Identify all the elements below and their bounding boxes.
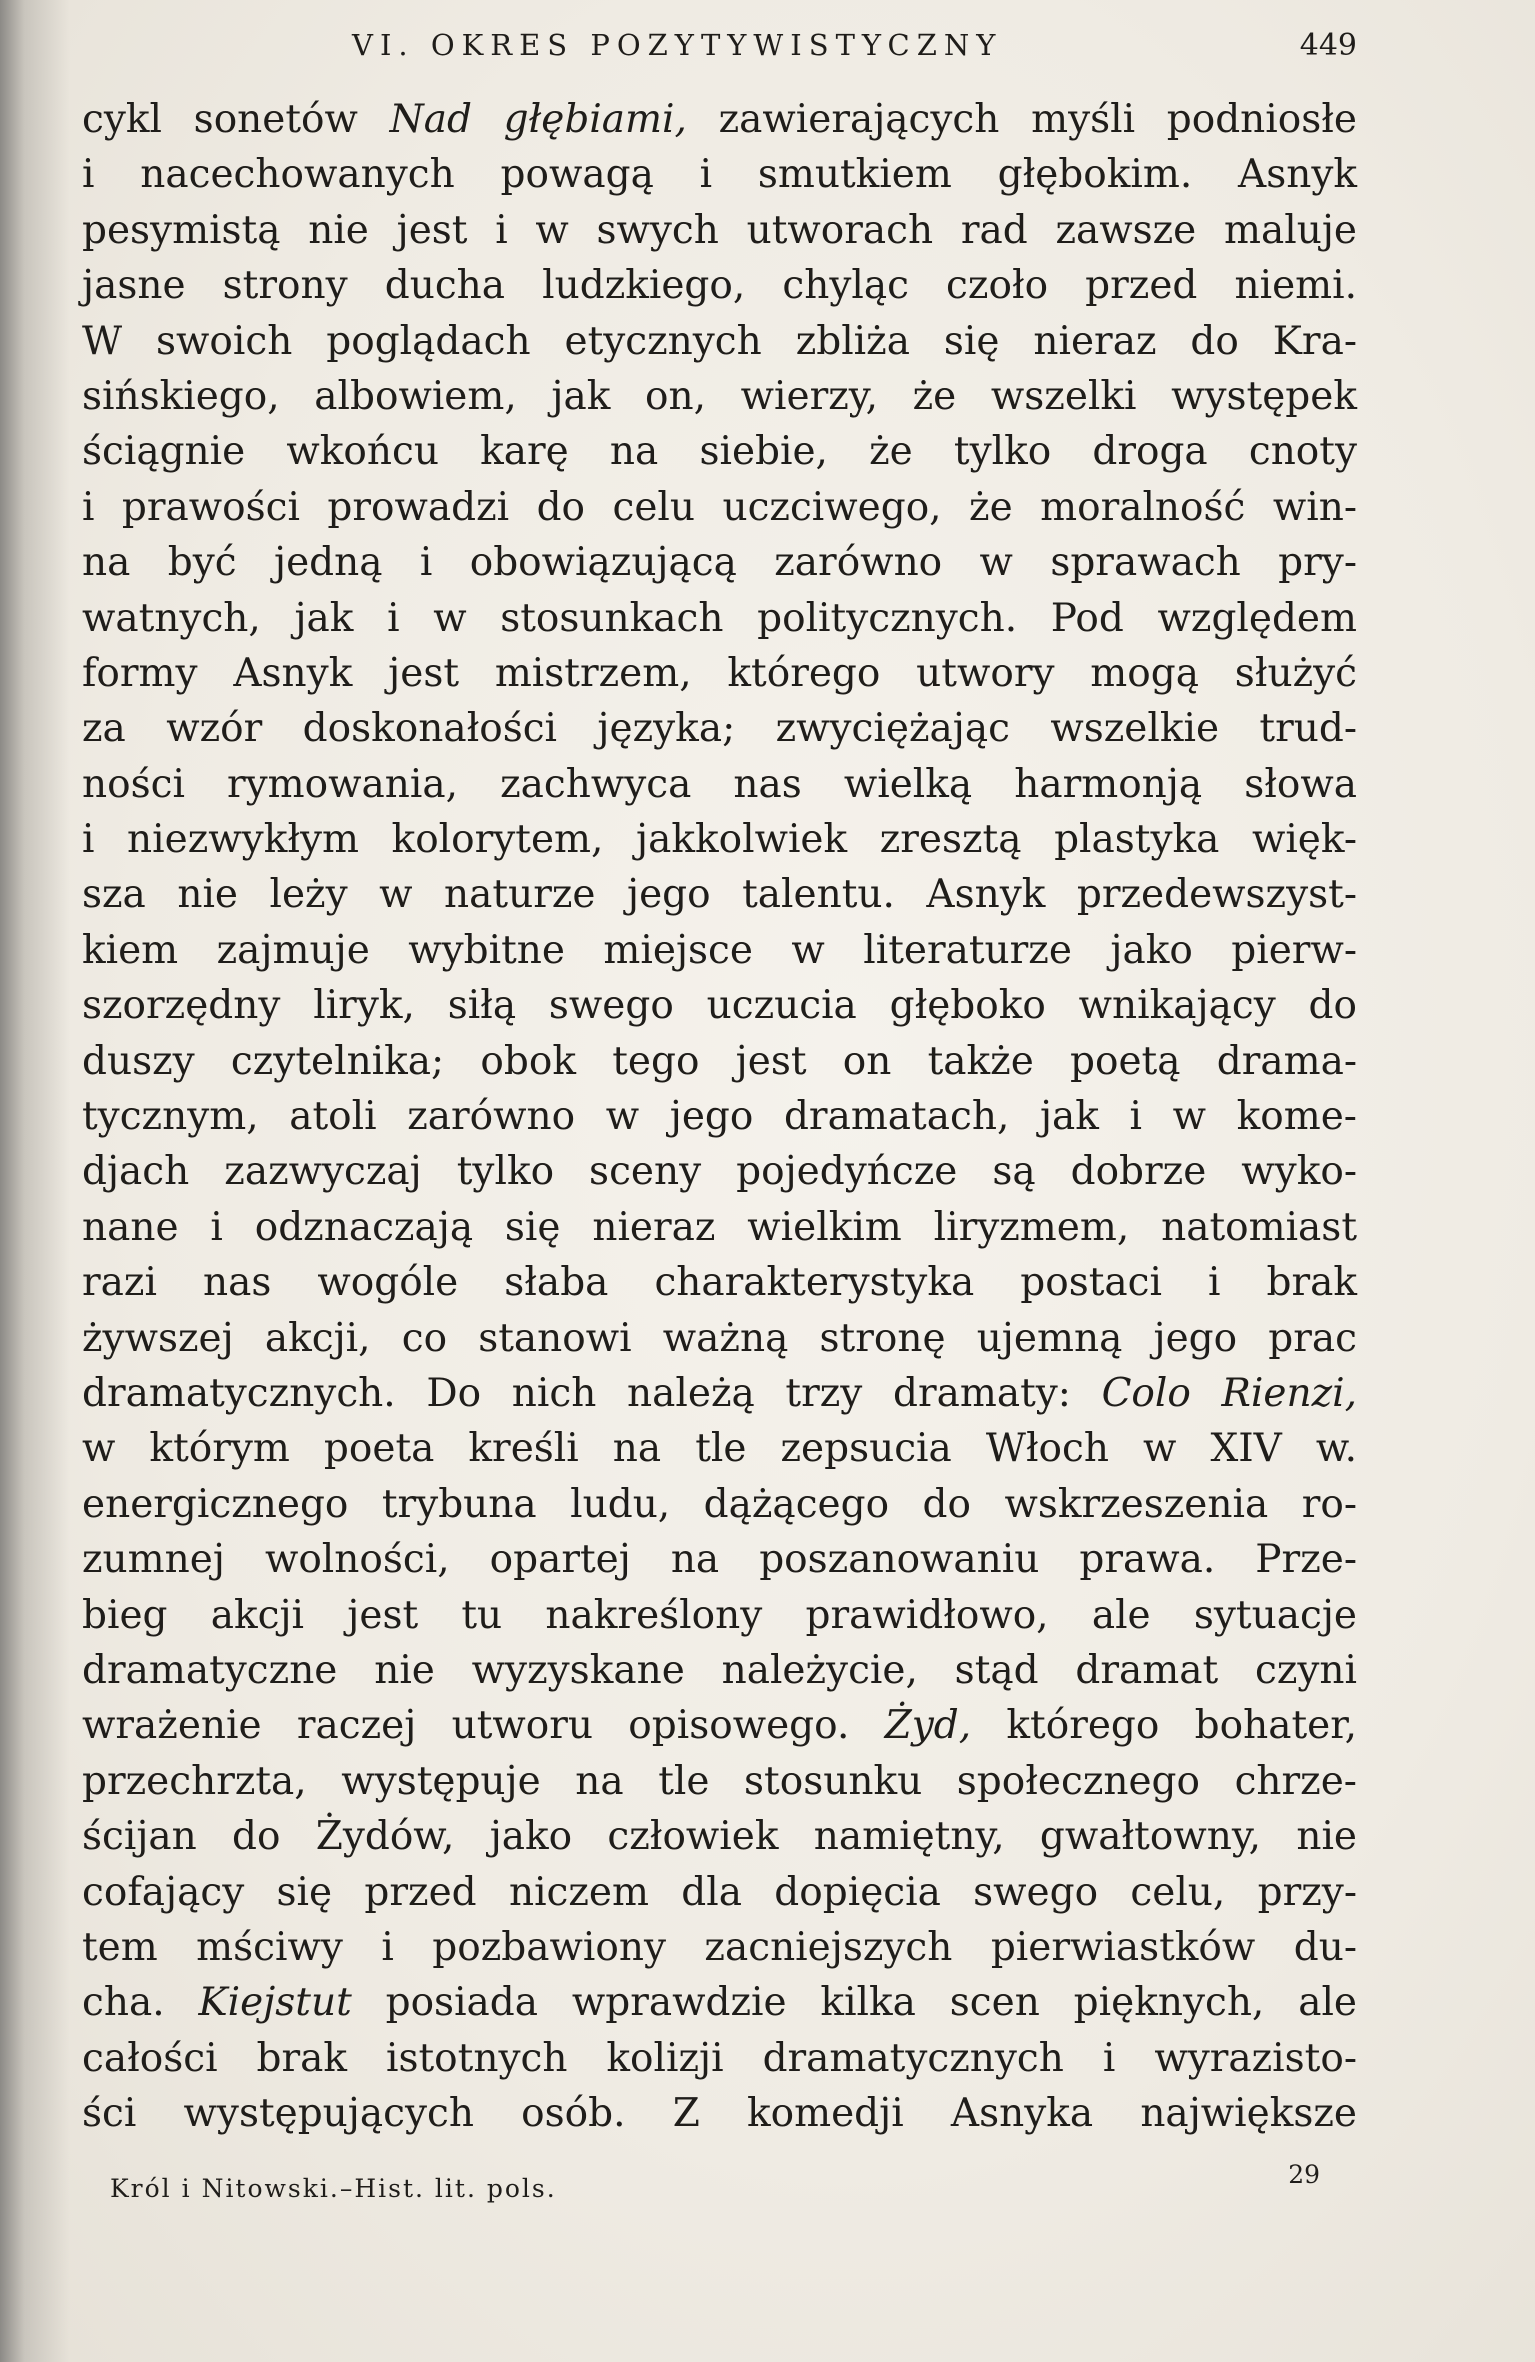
text-line xyxy=(82,1643,1357,1698)
text-run: nane i odznaczają się nieraz wielkim liryzmem, natomiast xyxy=(82,1204,1357,1250)
text-run: ności rymowania, zachwyca nas wielką harmonją słowa xyxy=(82,761,1357,807)
text-line xyxy=(82,2086,1357,2141)
text-run: pesymistą nie jest i w swych utworach rad zawsze maluje xyxy=(82,207,1357,253)
text-run: całości brak istotnych kolizji dramatycznych i wyrazisto- xyxy=(82,2035,1357,2081)
text-line xyxy=(82,1809,1357,1864)
text-run: sza nie leży w naturze jego talentu. Asnyk przedewszyst- xyxy=(82,872,1357,918)
text-line xyxy=(82,701,1357,756)
text-run: djach zazwyczaj tylko sceny pojedyńcze są dobrze wyko- xyxy=(82,1149,1357,1195)
page-number: 449 xyxy=(1299,28,1357,63)
text-line xyxy=(82,1421,1357,1476)
text-run: szorzędny liryk, siłą swego uczucia głęboko wnikający do xyxy=(82,983,1357,1029)
text-line xyxy=(82,923,1357,978)
running-title: VI. OKRES POZYTYWISTYCZNY xyxy=(352,28,1003,62)
text-line xyxy=(82,1034,1357,1089)
text-run: energicznego trybuna ludu, dążącego do wskrzeszenia ro- xyxy=(82,1481,1357,1527)
text-line xyxy=(82,646,1357,701)
text-line xyxy=(82,1588,1357,1643)
text-line xyxy=(82,1200,1357,1255)
text-line xyxy=(82,1920,1357,1975)
text-line xyxy=(82,978,1357,1033)
text-line xyxy=(82,1754,1357,1809)
text-run: watnych, jak i w stosunkach politycznych. Pod względem xyxy=(82,595,1357,641)
text-run: zumnej wolności, opartej na poszanowaniu prawa. Prze- xyxy=(82,1537,1357,1583)
text-run: dramatycznych. Do nich należą trzy dramaty: xyxy=(82,1370,1102,1416)
text-run: cofający się przed niczem dla dopięcia swego celu, przy- xyxy=(82,1869,1357,1915)
text-line xyxy=(82,314,1357,369)
text-line xyxy=(82,1311,1357,1366)
text-line xyxy=(82,1255,1357,1310)
text-run: i nacechowanych powagą i smutkiem głębokim. Asnyk xyxy=(82,152,1357,198)
text-run: żywszej akcji, co stanowi ważną stronę ujemną jego prac xyxy=(82,1315,1357,1361)
text-run: jasne strony ducha ludzkiego, chyląc czoło przed niemi. xyxy=(82,263,1357,309)
text-run: tycznym, atoli zarówno w jego dramatach, jak i w kome- xyxy=(82,1094,1357,1140)
text-line xyxy=(82,1975,1357,2030)
signature-mark: 29 xyxy=(1288,2160,1320,2189)
text-run: i prawości prowadzi do celu uczciwego, że moralność win- xyxy=(82,484,1357,530)
text-line xyxy=(82,1698,1357,1753)
italic-title: Kiejstut xyxy=(198,1980,352,2026)
text-run: bieg akcji jest tu nakreślony prawidłowo, ale sytuacje xyxy=(82,1592,1357,1638)
text-run: i niezwykłym kolorytem, jakkolwiek zresztą plastyka więk- xyxy=(82,817,1357,863)
text-run: sińskiego, albowiem, jak on, wierzy, że wszelki występek xyxy=(82,373,1357,419)
text-run: za wzór doskonałości języka; zwyciężając wszelkie trud- xyxy=(82,706,1357,752)
text-line xyxy=(82,1144,1357,1199)
text-run: ściągnie wkońcu karę na siebie, że tylko droga cnoty xyxy=(82,429,1357,475)
text-line xyxy=(82,424,1357,479)
text-run: którego bohater, xyxy=(971,1703,1357,1749)
running-head xyxy=(82,28,1357,72)
page-footer xyxy=(110,2160,1320,2203)
text-run: cykl sonetów xyxy=(82,97,390,142)
text-run: kiem zajmuje wybitne miejsce w literaturze jako pierw- xyxy=(82,927,1357,973)
text-line xyxy=(82,1366,1357,1421)
text-run: w którym poeta kreśli na tle zepsucia Włoch w XIV w. xyxy=(82,1426,1357,1472)
body-text xyxy=(82,92,1357,2141)
text-line xyxy=(82,1089,1357,1144)
italic-title: Nad głębiami, xyxy=(389,97,687,142)
text-line xyxy=(82,535,1357,590)
text-line xyxy=(82,757,1357,812)
text-line xyxy=(82,1532,1357,1587)
text-run: dramatyczne nie wyzyskane należycie, stąd dramat czyni xyxy=(82,1647,1357,1693)
text-line xyxy=(82,1865,1357,1920)
text-run: formy Asnyk jest mistrzem, którego utwory mogą służyć xyxy=(82,650,1357,696)
book-gutter-shadow xyxy=(0,0,70,2362)
text-run: W swoich poglądach etycznych zbliża się nieraz do Kra- xyxy=(82,318,1357,364)
footer-source: Król i Nitowski.–Hist. lit. pols. xyxy=(110,2174,557,2203)
text-run: zawierających myśli podniosłe xyxy=(686,97,1357,142)
text-line xyxy=(82,480,1357,535)
text-line xyxy=(82,812,1357,867)
text-line xyxy=(82,203,1357,258)
text-line xyxy=(82,369,1357,424)
text-run: ści występujących osób. Z komedji Asnyka największe xyxy=(82,2091,1357,2137)
text-run: duszy czytelnika; obok tego jest on także poetą drama- xyxy=(82,1038,1357,1084)
text-line xyxy=(82,147,1357,202)
text-run: ścijan do Żydów, jako człowiek namiętny, gwałtowny, nie xyxy=(82,1814,1357,1860)
text-line xyxy=(82,1477,1357,1532)
text-line xyxy=(82,867,1357,922)
text-run: na być jedną i obowiązującą zarówno w sprawach pry- xyxy=(82,540,1357,586)
italic-title: Żyd, xyxy=(884,1703,972,1749)
text-line xyxy=(82,92,1357,147)
italic-title: Colo Rienzi, xyxy=(1101,1370,1357,1416)
text-run: wrażenie raczej utworu opisowego. xyxy=(82,1703,885,1749)
text-run: razi nas wogóle słaba charakterystyka postaci i brak xyxy=(82,1260,1357,1306)
text-run: przechrzta, występuje na tle stosunku społecznego chrze- xyxy=(82,1758,1357,1804)
text-run: cha. xyxy=(82,1980,199,2026)
text-run: tem mściwy i pozbawiony zacniejszych pierwiastków du- xyxy=(82,1924,1357,1970)
text-line xyxy=(82,2031,1357,2086)
text-line xyxy=(82,591,1357,646)
text-run: posiada wprawdzie kilka scen pięknych, ale xyxy=(351,1980,1358,2026)
text-line xyxy=(82,258,1357,313)
